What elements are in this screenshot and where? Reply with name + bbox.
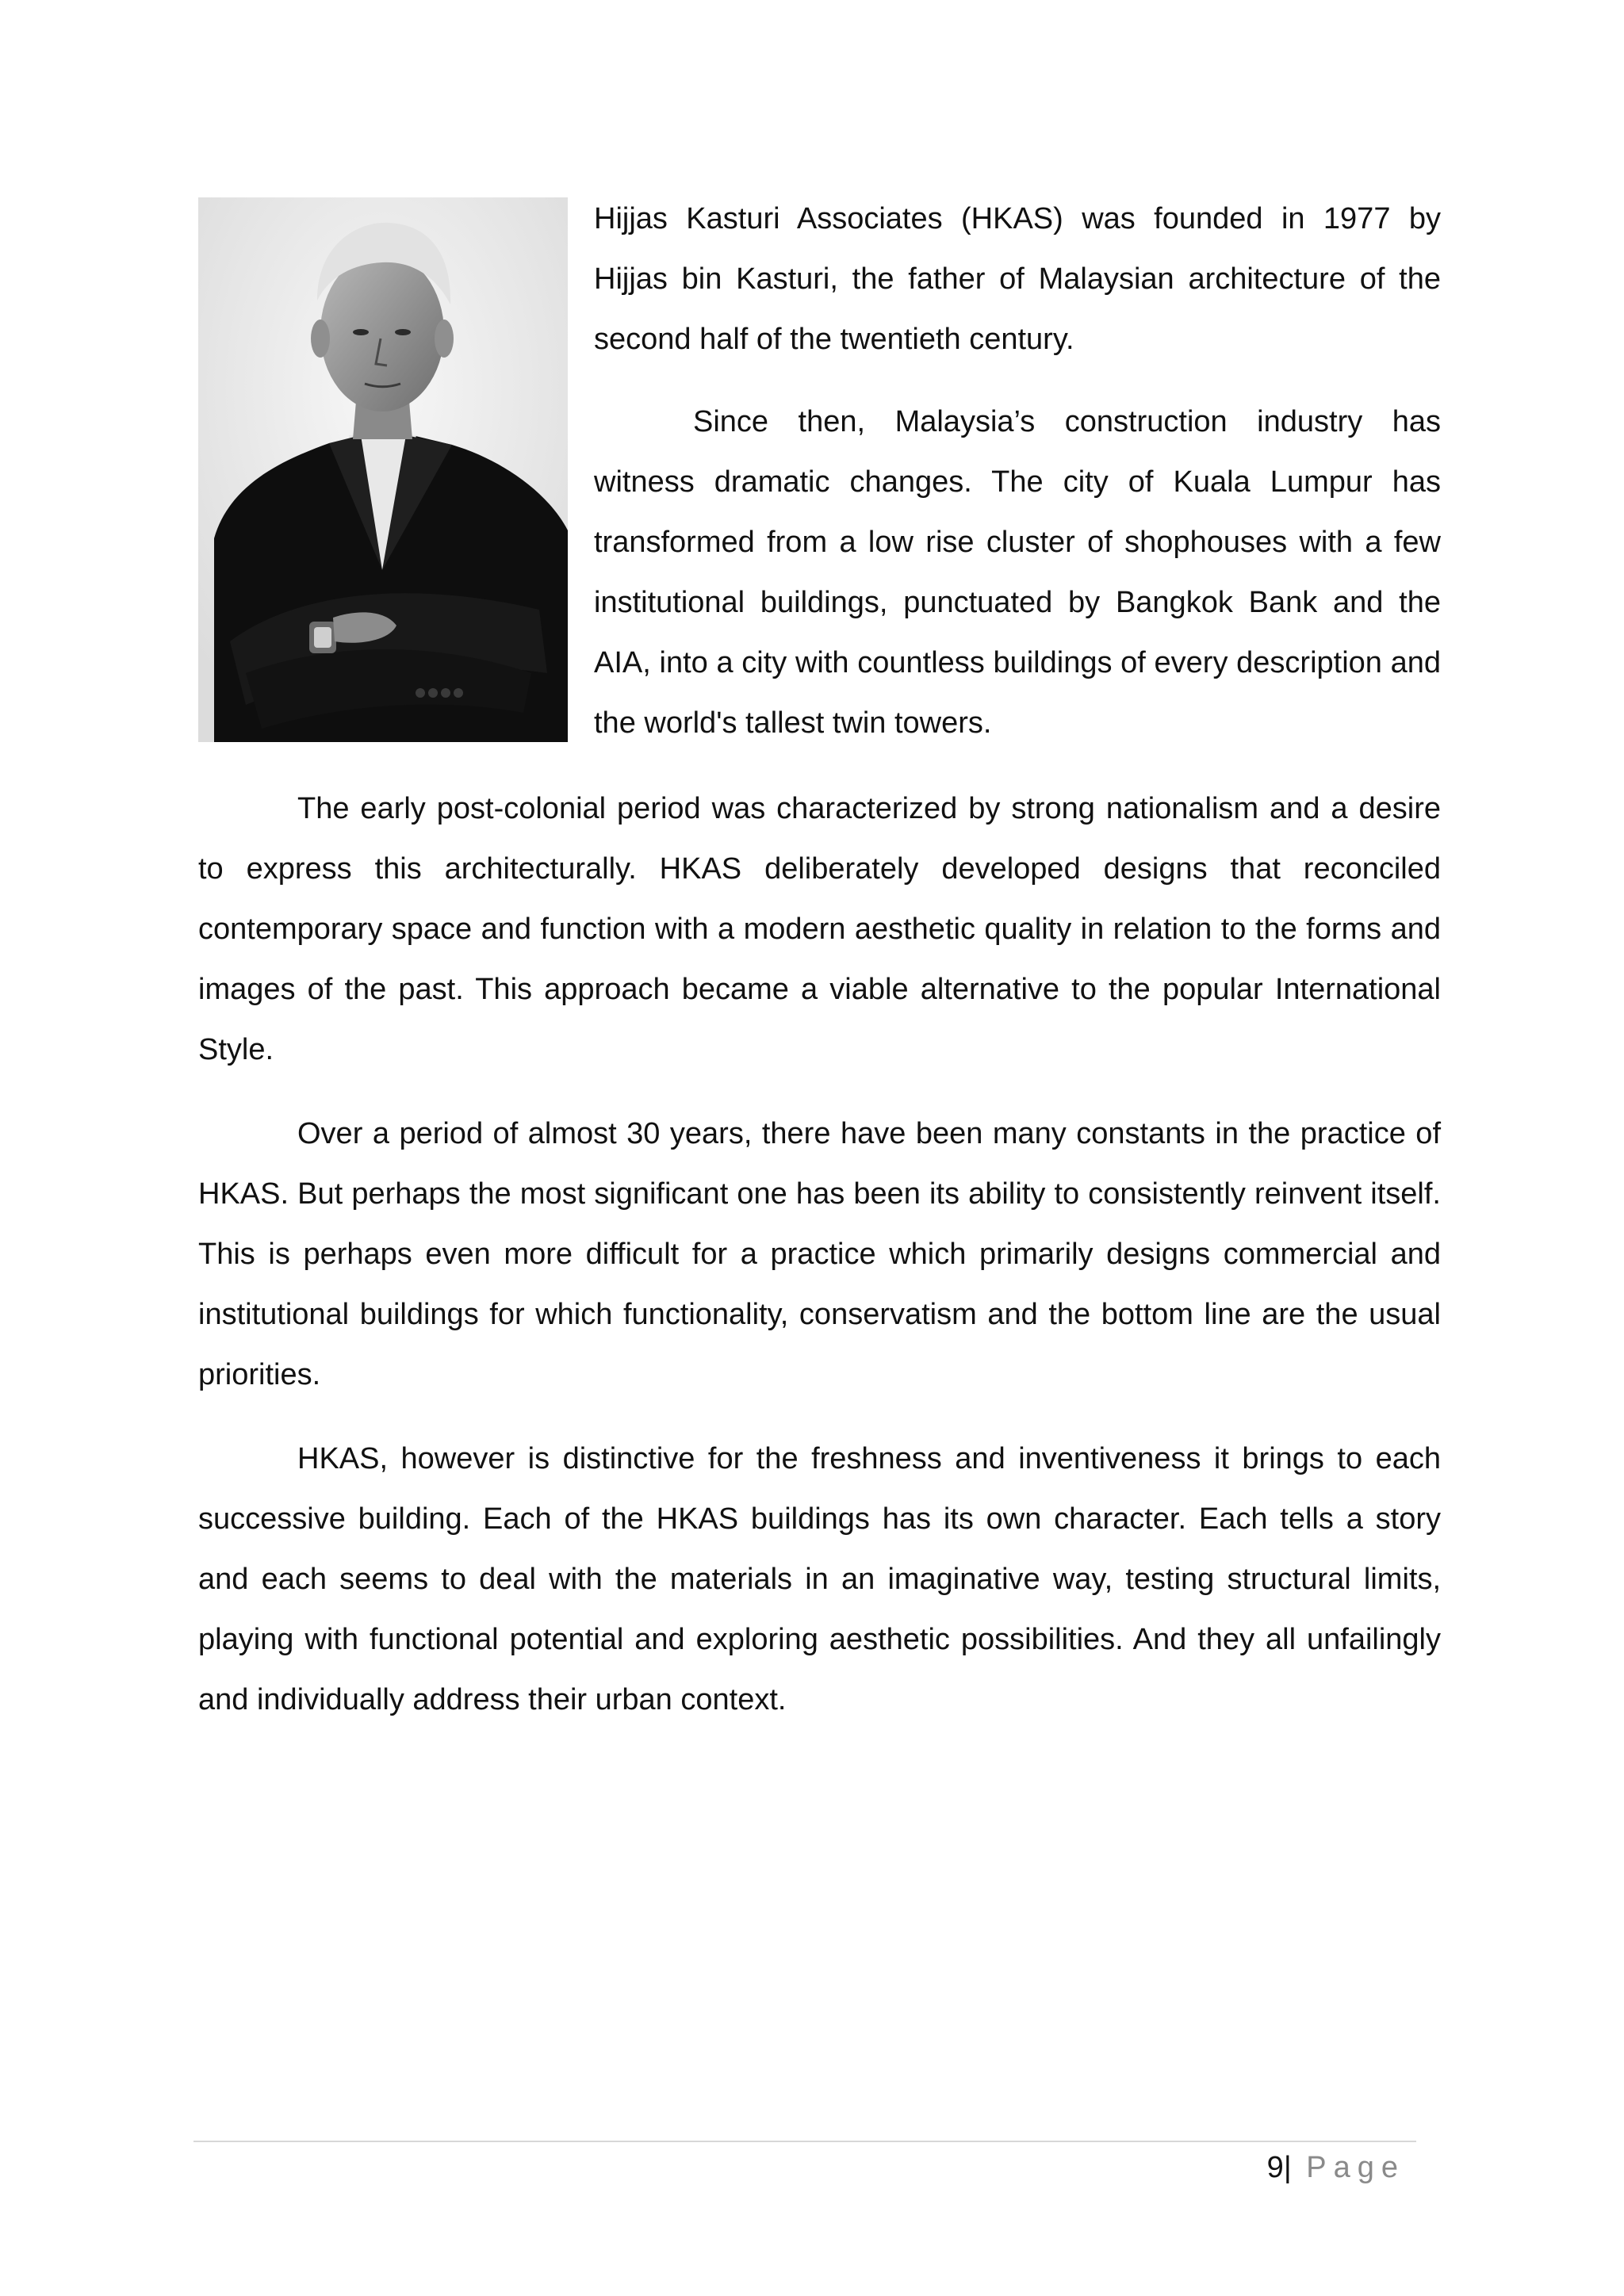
intro-text-block	[594, 189, 1441, 775]
intro-paragraph: Hijjas Kasturi Associates (HKAS) was founded in 1977 by Hijjas bin Kasturi, the father of Malaysian architecture of the second half of the twentieth century.	[594, 202, 1441, 356]
portrait-photo-icon	[198, 197, 568, 742]
page-separator: |	[1283, 2151, 1292, 2184]
page-label: Page	[1306, 2151, 1405, 2184]
body-paragraph: The early post-colonial period was characterized by strong nationalism and a desire to express this architecturally. HKAS deliberately developed designs that reconciled contemporary space and function with a modern aesthetic quality in relation to the forms and images of the past. This approach became a viable alternative to the popular International Style.	[198, 792, 1441, 1066]
body-paragraph: Over a period of almost 30 years, there have been many constants in the practice of HKAS. But perhaps the most significant one has been its ability to consistently reinvent itself. This is perhaps even more difficult for a practice which primarily designs commercial and institutional buildings for which functionality, conservatism and the bottom line are the usual priorities.	[198, 1117, 1441, 1391]
body-paragraph: HKAS, however is distinctive for the freshness and inventiveness it brings to each successive building. Each of the HKAS buildings has its own character. Each tells a story and each seems to deal with the materials in an imaginative way, testing structural limits, playing with functional potential and exploring aesthetic possibilities. And they all unfailingly and individually address their urban context.	[198, 1442, 1441, 1716]
footer-divider	[193, 2141, 1416, 2142]
portrait-photo	[198, 197, 568, 742]
body-text-block	[198, 779, 1441, 1754]
page-number: 9	[1266, 2151, 1284, 2184]
intro-paragraph: Since then, Malaysia’s construction industry has witness dramatic changes. The city of Kuala Lumpur has transformed from a low rise cluster of shophouses with a few institutional buildings, punctuated by Bangkok Bank and the AIA, into a city with countless buildings of every description and the world's tallest twin towers.	[594, 405, 1441, 740]
page-footer	[1267, 2147, 1405, 2188]
